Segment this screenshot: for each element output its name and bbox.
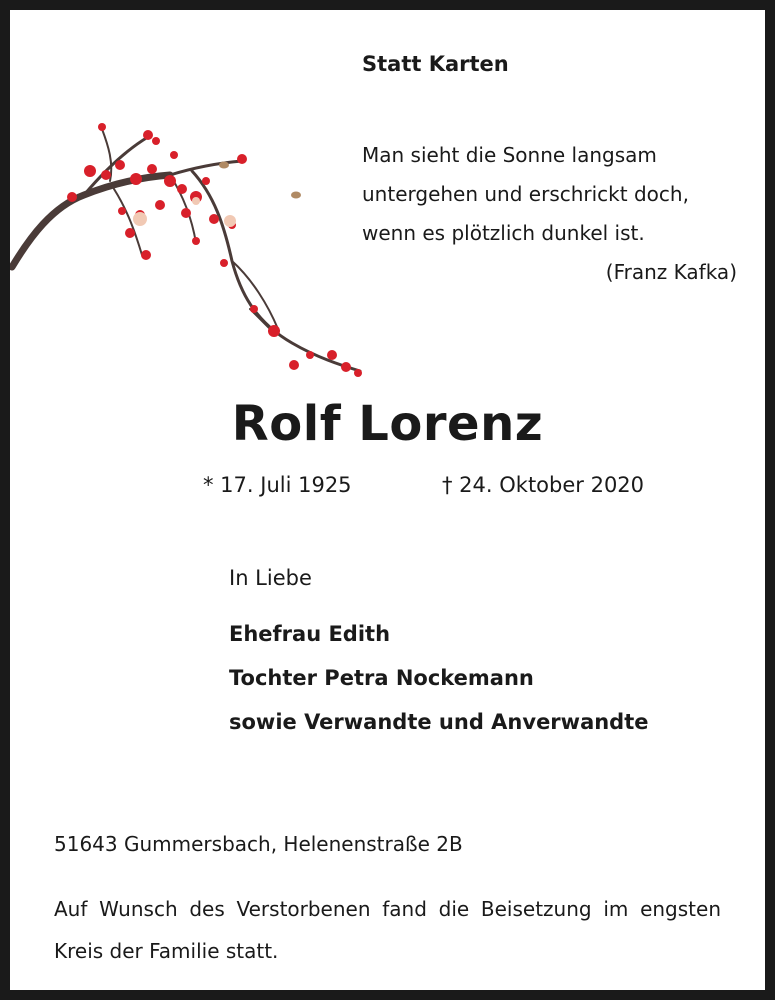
birth-date: * 17. Juli 1925 — [203, 473, 352, 497]
burial-note: Auf Wunsch des Verstorbenen fand die Beisetzung im engsten Kreis der Familie statt. — [54, 897, 721, 963]
quote-author: (Franz Kafka) — [605, 260, 737, 284]
statt-karten-heading: Statt Karten — [362, 52, 509, 76]
mourner-name: Tochter Petra Nockemann — [229, 666, 534, 690]
plum-blossom-branch-illustration — [10, 115, 370, 385]
family-address: 51643 Gummersbach, Helenenstraße 2B — [54, 832, 463, 856]
mourner-name: sowie Verwandte und Anverwandte — [229, 710, 649, 734]
mourner-name: Ehefrau Edith — [229, 622, 391, 646]
mourners-block — [229, 566, 649, 744]
deceased-name: Rolf Lorenz — [231, 396, 544, 452]
quote-line: untergehen und erschrickt doch, — [362, 182, 689, 206]
kafka-quote — [362, 136, 737, 292]
death-date: † 24. Oktober 2020 — [442, 473, 645, 497]
quote-line: wenn es plötzlich dunkel ist. — [362, 221, 645, 245]
in-love-label: In Liebe — [229, 566, 312, 590]
quote-line: Man sieht die Sonne langsam — [362, 143, 657, 167]
